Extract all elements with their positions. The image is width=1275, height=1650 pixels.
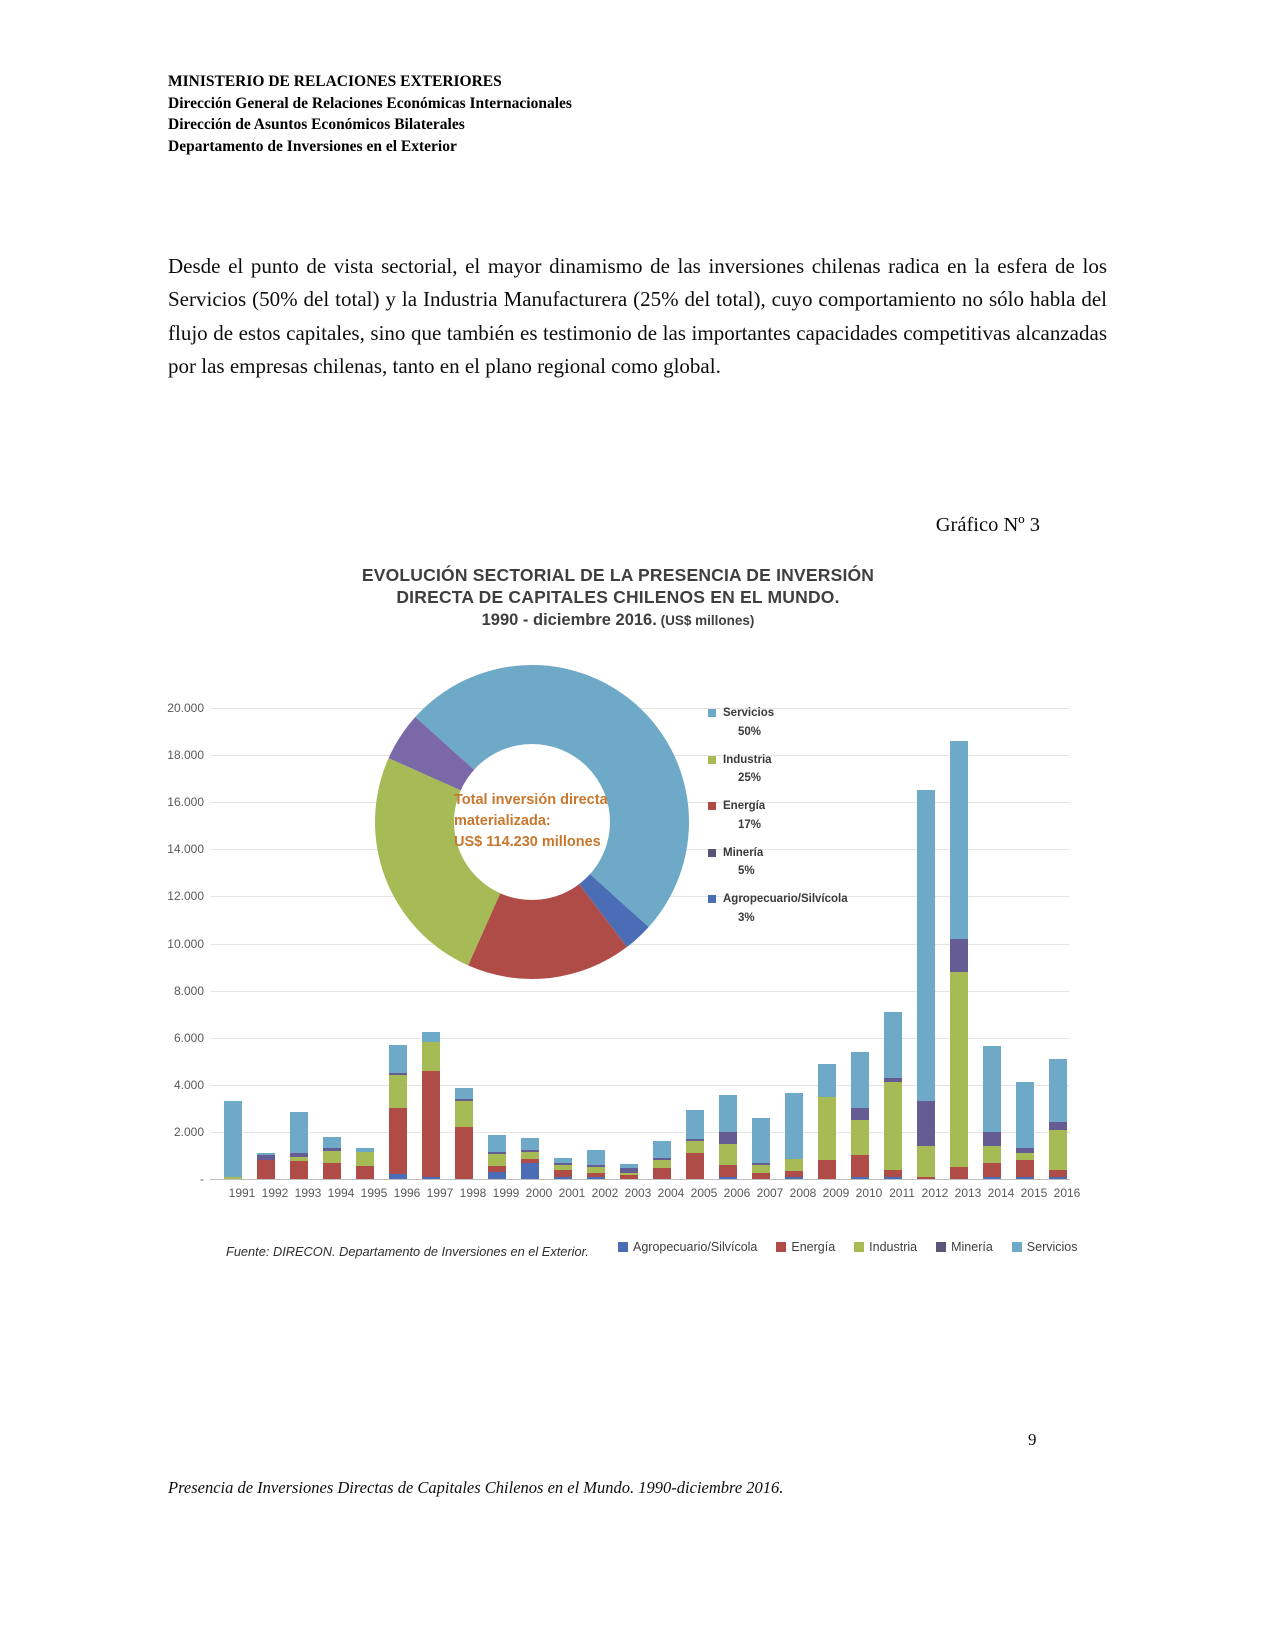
bar-segment — [785, 1177, 803, 1179]
bar-segment — [1016, 1160, 1034, 1176]
bar-segment — [356, 1148, 374, 1152]
bar-segment — [422, 1042, 440, 1070]
y-tick-label: 12.000 — [167, 889, 204, 904]
y-tick-label: - — [200, 1172, 204, 1186]
bar-segment — [620, 1175, 638, 1179]
bar-segment — [851, 1108, 869, 1120]
bar-segment — [653, 1168, 671, 1179]
x-tick-label: 2001 — [558, 1186, 586, 1200]
page-number: 9 — [1028, 1430, 1037, 1449]
figure-caption: Gráfico Nº 3 — [935, 514, 1040, 536]
letterhead-line-3: Dirección de Asuntos Económicos Bilaterales — [168, 116, 465, 133]
bar-segment — [884, 1170, 902, 1177]
bar-segment — [719, 1177, 737, 1179]
legend-label: Minería — [723, 846, 764, 859]
bar-segment — [290, 1153, 308, 1157]
x-tick-label: 1998 — [459, 1186, 487, 1200]
legend-percent: 25% — [738, 772, 762, 784]
x-tick-label: 2010 — [855, 1186, 883, 1200]
gridline — [210, 1038, 1070, 1039]
gridline — [210, 991, 1070, 992]
x-tick-label: 2012 — [921, 1186, 949, 1200]
bar-segment — [488, 1154, 506, 1166]
bar-segment — [1016, 1082, 1034, 1148]
x-tick-label: 2006 — [723, 1186, 751, 1200]
legend-swatch-icon — [708, 756, 716, 764]
y-tick-label: 14.000 — [167, 842, 204, 857]
x-tick-label: 1994 — [327, 1186, 355, 1200]
chart-subtitle-period: 1990 - diciembre 2016. — [481, 611, 657, 629]
bar-segment — [719, 1095, 737, 1132]
legend-swatch-icon — [708, 709, 716, 717]
bar-segment — [422, 1032, 440, 1042]
bar-segment — [323, 1151, 341, 1163]
bar-segment — [884, 1177, 902, 1179]
bar-segment — [257, 1153, 275, 1155]
bar-segment — [686, 1153, 704, 1179]
bar-segment — [653, 1160, 671, 1168]
legend-label: Industria — [869, 1240, 918, 1254]
body-paragraph: Desde el punto de vista sectorial, el mayor dinamismo de las inversiones chilenas radica en la esfera de los Servicios (50% del total) y la Industria Manufacturera (25% del total), cuyo comportamiento no sólo habla del flujo de estos capitales, sino que también es testimonio de las importantes capacidades competitivas alcanzadas por las empresas chilenas, tanto en el plano regional como global. — [168, 254, 1107, 379]
bar-segment — [521, 1152, 539, 1159]
bar-segment — [587, 1177, 605, 1179]
bar-segment — [587, 1165, 605, 1167]
legend-swatch-icon — [1012, 1242, 1022, 1252]
source-note: Fuente: DIRECON. Departamento de Inversiones en el Exterior. — [226, 1244, 589, 1259]
bar-segment — [785, 1171, 803, 1177]
legend-percent: 17% — [738, 818, 762, 831]
letterhead-line-2: Dirección General de Relaciones Económicas Internacionales — [168, 94, 572, 112]
x-tick-label: 1995 — [360, 1186, 388, 1200]
x-tick-label: 1996 — [393, 1186, 421, 1200]
bar-segment — [257, 1160, 275, 1179]
bar-segment — [950, 741, 968, 939]
bar-segment — [455, 1088, 473, 1099]
bar-segment — [323, 1163, 341, 1179]
bar-segment — [1049, 1122, 1067, 1129]
bar-legend-item — [776, 1240, 835, 1254]
bar-segment — [686, 1139, 704, 1141]
chart-subtitle-units: (US$ millones) — [656, 613, 755, 628]
bar-segment — [521, 1150, 539, 1152]
legend-percent: 5% — [738, 865, 755, 877]
donut-legend-item — [708, 751, 848, 788]
y-tick-label: 2.000 — [173, 1124, 204, 1139]
x-tick-label: 2004 — [657, 1186, 685, 1200]
bar-segment — [389, 1075, 407, 1108]
bar-segment — [257, 1155, 275, 1160]
bar-segment — [587, 1167, 605, 1173]
x-tick-label: 1993 — [294, 1186, 322, 1200]
bar-segment — [554, 1165, 572, 1170]
donut-legend-item — [708, 797, 848, 834]
bar-segment — [554, 1170, 572, 1177]
y-tick-label: 6.000 — [173, 1030, 204, 1045]
bar-legend — [618, 1240, 1078, 1254]
bar-segment — [719, 1144, 737, 1165]
bar-segment — [983, 1163, 1001, 1177]
bar-segment — [455, 1127, 473, 1179]
x-tick-label: 1991 — [228, 1186, 256, 1200]
x-tick-label: 1999 — [492, 1186, 520, 1200]
bar-segment — [851, 1177, 869, 1179]
bar-segment — [1049, 1170, 1067, 1177]
bar-segment — [389, 1174, 407, 1179]
gridline — [210, 1132, 1070, 1133]
x-tick-label: 2009 — [822, 1186, 850, 1200]
legend-label: Minería — [951, 1240, 993, 1254]
letterhead — [168, 71, 572, 157]
legend-percent: 3% — [738, 911, 755, 924]
bar-segment — [488, 1166, 506, 1172]
bar-segment — [488, 1152, 506, 1154]
bar-segment — [818, 1064, 836, 1097]
bar-segment — [455, 1099, 473, 1101]
x-axis-line — [210, 1179, 1070, 1180]
y-tick-label: 4.000 — [173, 1077, 204, 1092]
x-tick-label: 2011 — [889, 1186, 915, 1200]
x-tick-label: 2002 — [591, 1186, 619, 1200]
x-tick-label: 2000 — [525, 1186, 553, 1200]
bar-segment — [554, 1163, 572, 1165]
bar-segment — [917, 1177, 935, 1179]
x-tick-label: 2015 — [1020, 1186, 1048, 1200]
legend-label: Servicios — [723, 707, 775, 719]
x-tick-label: 2007 — [756, 1186, 784, 1200]
bar-segment — [620, 1168, 638, 1173]
donut-center-line-3: US$ 114.230 millones — [454, 834, 601, 850]
bar-segment — [884, 1078, 902, 1083]
y-tick-label: 20.000 — [167, 701, 204, 715]
legend-swatch-icon — [708, 849, 716, 857]
bar-legend-item — [936, 1240, 993, 1254]
bar-segment — [851, 1155, 869, 1176]
chart-title-line-2: DIRECTA DE CAPITALES CHILENOS EN EL MUNDO. — [396, 587, 840, 607]
bar-segment — [752, 1173, 770, 1179]
legend-swatch-icon — [708, 802, 716, 810]
bar-segment — [422, 1071, 440, 1177]
bar-segment — [356, 1166, 374, 1179]
gridline — [210, 1085, 1070, 1086]
donut-center-line-1: Total inversión directa — [454, 792, 608, 808]
x-tick-label: 2013 — [954, 1186, 982, 1200]
y-tick-label: 18.000 — [167, 748, 204, 763]
bar-segment — [554, 1158, 572, 1162]
x-tick-label: 1997 — [426, 1186, 454, 1200]
bar-segment — [1049, 1177, 1067, 1179]
bar-segment — [917, 790, 935, 1101]
bar-segment — [422, 1177, 440, 1179]
bar-segment — [389, 1108, 407, 1174]
bar-segment — [521, 1138, 539, 1150]
bar-segment — [851, 1120, 869, 1155]
bar-segment — [884, 1082, 902, 1169]
x-tick-label: 2003 — [624, 1186, 652, 1200]
bar-segment — [290, 1161, 308, 1179]
bar-segment — [785, 1093, 803, 1159]
donut-legend-item — [708, 704, 848, 741]
footer-note: Presencia de Inversiones Directas de Capitales Chilenos en el Mundo. 1990-diciembre 2016. — [168, 1478, 784, 1497]
bar-segment — [686, 1110, 704, 1139]
bar-segment — [917, 1146, 935, 1177]
bar-segment — [1016, 1148, 1034, 1153]
donut-center-label — [454, 790, 630, 853]
bar-segment — [752, 1163, 770, 1165]
bar-segment — [785, 1159, 803, 1171]
bar-segment — [719, 1165, 737, 1177]
bar-segment — [1016, 1153, 1034, 1160]
bar-segment — [917, 1101, 935, 1146]
donut-legend-item — [708, 890, 848, 927]
bar-segment — [455, 1101, 473, 1127]
bar-segment — [752, 1165, 770, 1173]
y-tick-label: 8.000 — [173, 983, 204, 998]
bar-segment — [818, 1097, 836, 1161]
bar-segment — [521, 1163, 539, 1179]
bar-segment — [983, 1132, 1001, 1146]
legend-label: Agropecuario/Silvícola — [633, 1240, 758, 1254]
bar-segment — [653, 1141, 671, 1157]
bar-segment — [389, 1045, 407, 1073]
legend-swatch-icon — [776, 1242, 786, 1252]
bar-segment — [1049, 1130, 1067, 1170]
bar-segment — [1049, 1059, 1067, 1123]
bar-legend-item — [618, 1240, 757, 1254]
x-tick-label: 2005 — [690, 1186, 718, 1200]
bar-segment — [851, 1052, 869, 1109]
bar-legend-item — [854, 1240, 917, 1254]
bar-segment — [620, 1164, 638, 1169]
y-tick-label: 10.000 — [167, 936, 204, 951]
legend-swatch-icon — [854, 1242, 864, 1252]
x-tick-label: 1992 — [261, 1186, 289, 1200]
letterhead-line-4: Departamento de Inversiones en el Exterior — [168, 137, 457, 155]
chart-title-line-1: EVOLUCIÓN SECTORIAL DE LA PRESENCIA DE INVERSIÓN — [361, 565, 875, 585]
bar-segment — [488, 1135, 506, 1151]
donut-center-line-2: materializada: — [454, 813, 551, 829]
bar-segment — [719, 1132, 737, 1144]
bar-segment — [752, 1118, 770, 1163]
legend-percent: 50% — [738, 725, 762, 738]
bar-segment — [323, 1148, 341, 1150]
bar-segment — [950, 972, 968, 1167]
x-tick-label: 2008 — [789, 1186, 817, 1200]
y-tick-label: 16.000 — [167, 795, 204, 810]
bar-segment — [488, 1172, 506, 1179]
bar-segment — [587, 1173, 605, 1177]
bar-segment — [983, 1146, 1001, 1162]
legend-swatch-icon — [708, 895, 716, 903]
bar-segment — [1016, 1177, 1034, 1179]
bar-segment — [950, 939, 968, 972]
donut-legend-item — [708, 844, 848, 881]
bar-segment — [323, 1137, 341, 1149]
bar-segment — [224, 1177, 242, 1179]
bar-segment — [521, 1159, 539, 1163]
legend-label: Industria — [723, 753, 772, 766]
bar-segment — [950, 1167, 968, 1179]
legend-label: Servicios — [1026, 1240, 1078, 1254]
donut-legend — [708, 704, 848, 937]
x-tick-label: 2014 — [987, 1186, 1015, 1200]
bar-segment — [653, 1158, 671, 1160]
bar-legend-item — [1012, 1240, 1078, 1254]
bar-segment — [356, 1152, 374, 1166]
bar-segment — [554, 1177, 572, 1179]
legend-label: Energía — [723, 800, 766, 812]
bar-segment — [884, 1012, 902, 1078]
legend-label: Energía — [791, 1240, 836, 1254]
bar-segment — [686, 1141, 704, 1153]
bar-segment — [290, 1112, 308, 1153]
bar-segment — [620, 1173, 638, 1175]
legend-swatch-icon — [936, 1242, 946, 1252]
chart-figure — [160, 556, 1081, 1322]
letterhead-line-1: MINISTERIO DE RELACIONES EXTERIORES — [168, 73, 502, 90]
bar-segment — [587, 1150, 605, 1165]
bar-segment — [290, 1157, 308, 1162]
legend-swatch-icon — [618, 1242, 628, 1252]
legend-label: Agropecuario/Silvícola — [723, 893, 848, 905]
bar-segment — [983, 1046, 1001, 1132]
bar-segment — [818, 1160, 836, 1179]
bar-segment — [983, 1177, 1001, 1179]
x-tick-label: 2016 — [1053, 1186, 1081, 1200]
bar-segment — [224, 1101, 242, 1176]
bar-segment — [389, 1073, 407, 1075]
